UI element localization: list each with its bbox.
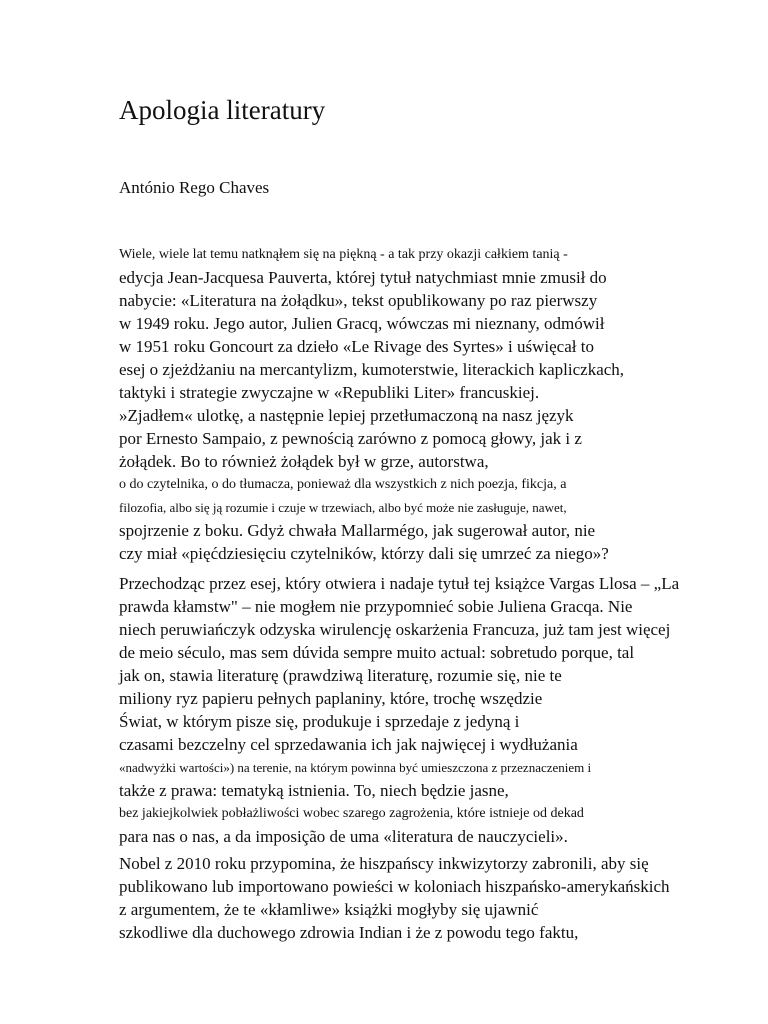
text-line: w 1951 roku Goncourt za dzieło «Le Rivage des Syrtes» i uświęcał to [119, 337, 594, 356]
text-line: o do czytelnika, o do tłumacza, ponieważ dla wszystkich z nich poezja, fikcja, a [119, 477, 567, 492]
text-line: filozofia, albo się ją rozumie i czuje w trzewiach, albo być może nie zasługuje, nawet, [119, 500, 567, 515]
page-title: Apologia literatury [119, 95, 326, 125]
text-line: «nadwyżki wartości») na terenie, na którym powinna być umieszczona z przeznaczeniem i [119, 760, 592, 775]
text-line: para nas o nas, a da imposição de uma «literatura de nauczycieli». [119, 827, 568, 846]
text-line: taktyki i strategie zwyczajne w «Republiki Liter» francuskiej. [119, 383, 540, 402]
text-line: żołądek. Bo to również żołądek był w grze, autorstwa, [119, 452, 489, 471]
paragraph-1 [119, 243, 759, 565]
text-line: de meio século, mas sem dúvida sempre muito actual: sobretudo porque, tal [119, 643, 635, 662]
text-line: edycja Jean-Jacquesa Pauverta, której tytuł natychmiast mnie zmusił do [119, 268, 607, 287]
text-line: Nobel z 2010 roku przypomina, że hiszpańscy inkwizytorzy zabronili, aby się [119, 854, 649, 873]
text-line: jak on, stawia literaturę (prawdziwą literaturę, rozumie się, nie te [119, 666, 562, 685]
text-line: »Zjadłem« ulotkę, a następnie lepiej przetłumaczoną na nasz język [119, 406, 574, 425]
text-line: prawda kłamstw" – nie mogłem nie przypomnieć sobie Juliena Gracqa. Nie [119, 597, 633, 616]
text-line: Świat, w którym pisze się, produkuje i sprzedaje z jedyną i [119, 712, 520, 731]
text-line: szkodliwe dla duchowego zdrowia Indian i że z powodu tego faktu, [119, 923, 579, 942]
text-line: bez jakiejkolwiek pobłażliwości wobec szarego zagrożenia, które istnieje od dekad [119, 806, 584, 821]
text-line: por Ernesto Sampaio, z pewnością zarówno z pomocą głowy, jak i z [119, 429, 582, 448]
text-line: niech peruwiańczyk odzyska wirulencję oskarżenia Francuza, już tam jest więcej [119, 620, 671, 639]
text-line: spojrzenie z boku. Gdyż chwała Mallarmégo, jak sugerował autor, nie [119, 521, 596, 540]
text-line: nabycie: «Literatura na żołądku», tekst opublikowany po raz pierwszy [119, 291, 598, 310]
text-line: czasami bezczelny cel sprzedawania ich jak najwięcej i wydłużania [119, 735, 578, 754]
text-line: w 1949 roku. Jego autor, Julien Gracq, wówczas mi nieznany, odmówił [119, 314, 605, 333]
paragraph-2 [119, 572, 759, 848]
text-line: także z prawa: tematyką istnienia. To, niech będzie jasne, [119, 781, 509, 800]
text-line: czy miał «pięćdziesięciu czytelników, którzy dali się umrzeć za niego»? [119, 544, 609, 563]
text-line: Przechodząc przez esej, który otwiera i nadaje tytuł tej książce Vargas Llosa – „La [119, 574, 680, 593]
text-line: miliony ryz papieru pełnych paplaniny, które, trochę wszędzie [119, 689, 543, 708]
text-line: esej o zjeżdżaniu na mercantylizm, kumoterstwie, literackich kapliczkach, [119, 360, 625, 379]
text-line: Wiele, wiele lat temu natknąłem się na piękną - a tak przy okazji całkiem tanią - [119, 247, 568, 262]
paragraph-3 [119, 852, 759, 944]
text-line: publikowano lub importowano powieści w koloniach hiszpańsko-amerykańskich [119, 877, 670, 896]
author-name: António Rego Chaves [119, 178, 270, 197]
text-line: z argumentem, że te «kłamliwe» książki mogłyby się ujawnić [119, 900, 539, 919]
